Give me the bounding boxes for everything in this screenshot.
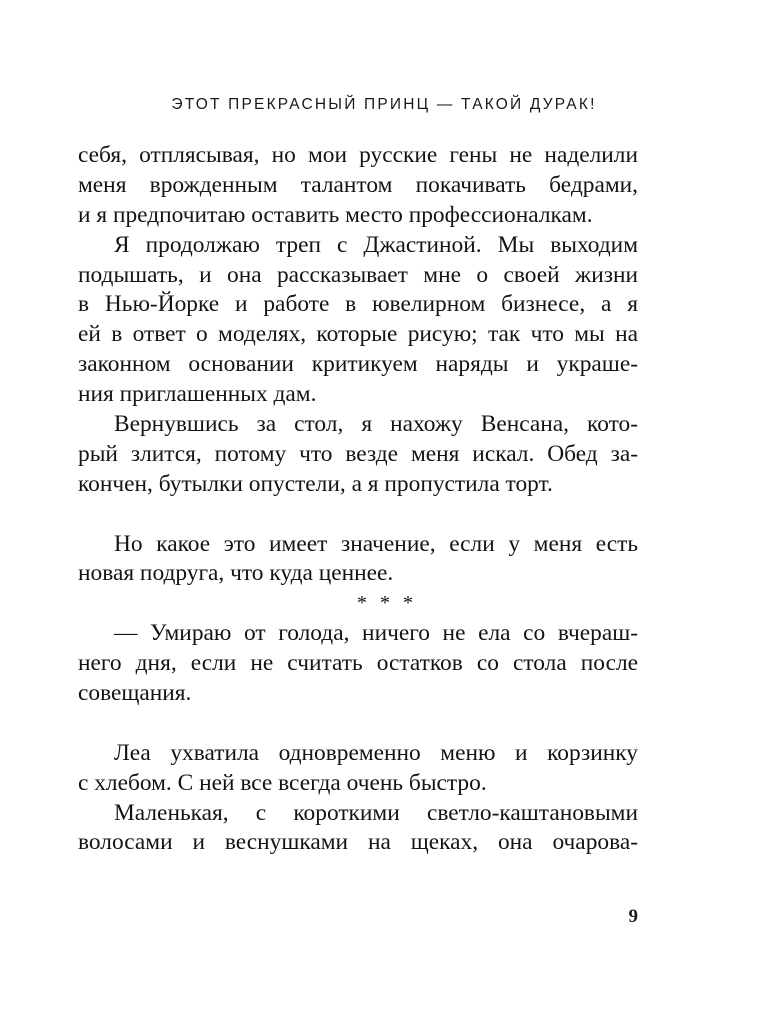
text-line: с хлебом. С ней все всегда очень быстро. bbox=[78, 769, 487, 796]
text-line: кончен, бутылки опустели, а я пропустила торт. bbox=[78, 470, 553, 497]
text-line: ния приглашенных дам. bbox=[78, 381, 317, 408]
text-line: новая подруга, что куда ценнее. bbox=[78, 560, 394, 587]
text-line: него дня, если не считать остатков со стола после bbox=[78, 650, 638, 677]
page-number: 9 bbox=[628, 906, 638, 927]
text-line: Вернувшись за стол, я нахожу Венсана, кото- bbox=[114, 411, 638, 438]
text-line: себя, отплясывая, но мои русские гены не наделили bbox=[78, 142, 638, 168]
blank-line bbox=[78, 709, 638, 739]
text-line: Но какое это имеет значение, если у меня есть bbox=[114, 530, 638, 557]
text-line: Я продолжаю треп с Джастиной. Мы выходим bbox=[114, 231, 638, 258]
text-line: и я предпочитаю оставить место профессионалкам. bbox=[78, 201, 593, 228]
text-line: — Умираю от голода, ничего не ела со вчераш- bbox=[114, 620, 638, 647]
text-line: Маленькая, с короткими светло-каштановыми bbox=[114, 799, 638, 826]
section-break: * * * bbox=[357, 592, 417, 615]
text-line: подышать, и она рассказывает мне о своей жизни bbox=[78, 261, 638, 288]
running-head: ЭТОТ ПРЕКРАСНЫЙ ПРИНЦ — ТАКОЙ ДУРАК! bbox=[171, 96, 597, 113]
text-line: совещания. bbox=[78, 680, 192, 707]
text-line: Леа ухватила одновременно меню и корзинку bbox=[114, 739, 638, 766]
text-line: рый злится, потому что везде меня искал. Обед за- bbox=[78, 440, 638, 467]
text-line: волосами и веснушками на щеках, она очарова- bbox=[78, 829, 638, 856]
blank-line bbox=[78, 500, 638, 530]
text-line: законном основании критикуем наряды и украше- bbox=[78, 351, 638, 378]
text-line: меня врожденным талантом покачивать бедрами, bbox=[78, 171, 638, 198]
body-text bbox=[78, 141, 638, 858]
text-line: ей в ответ о моделях, которые рисую; так что мы на bbox=[78, 321, 638, 348]
text-line: в Нью-Йорке и работе в ювелирном бизнесе, а я bbox=[78, 291, 638, 318]
